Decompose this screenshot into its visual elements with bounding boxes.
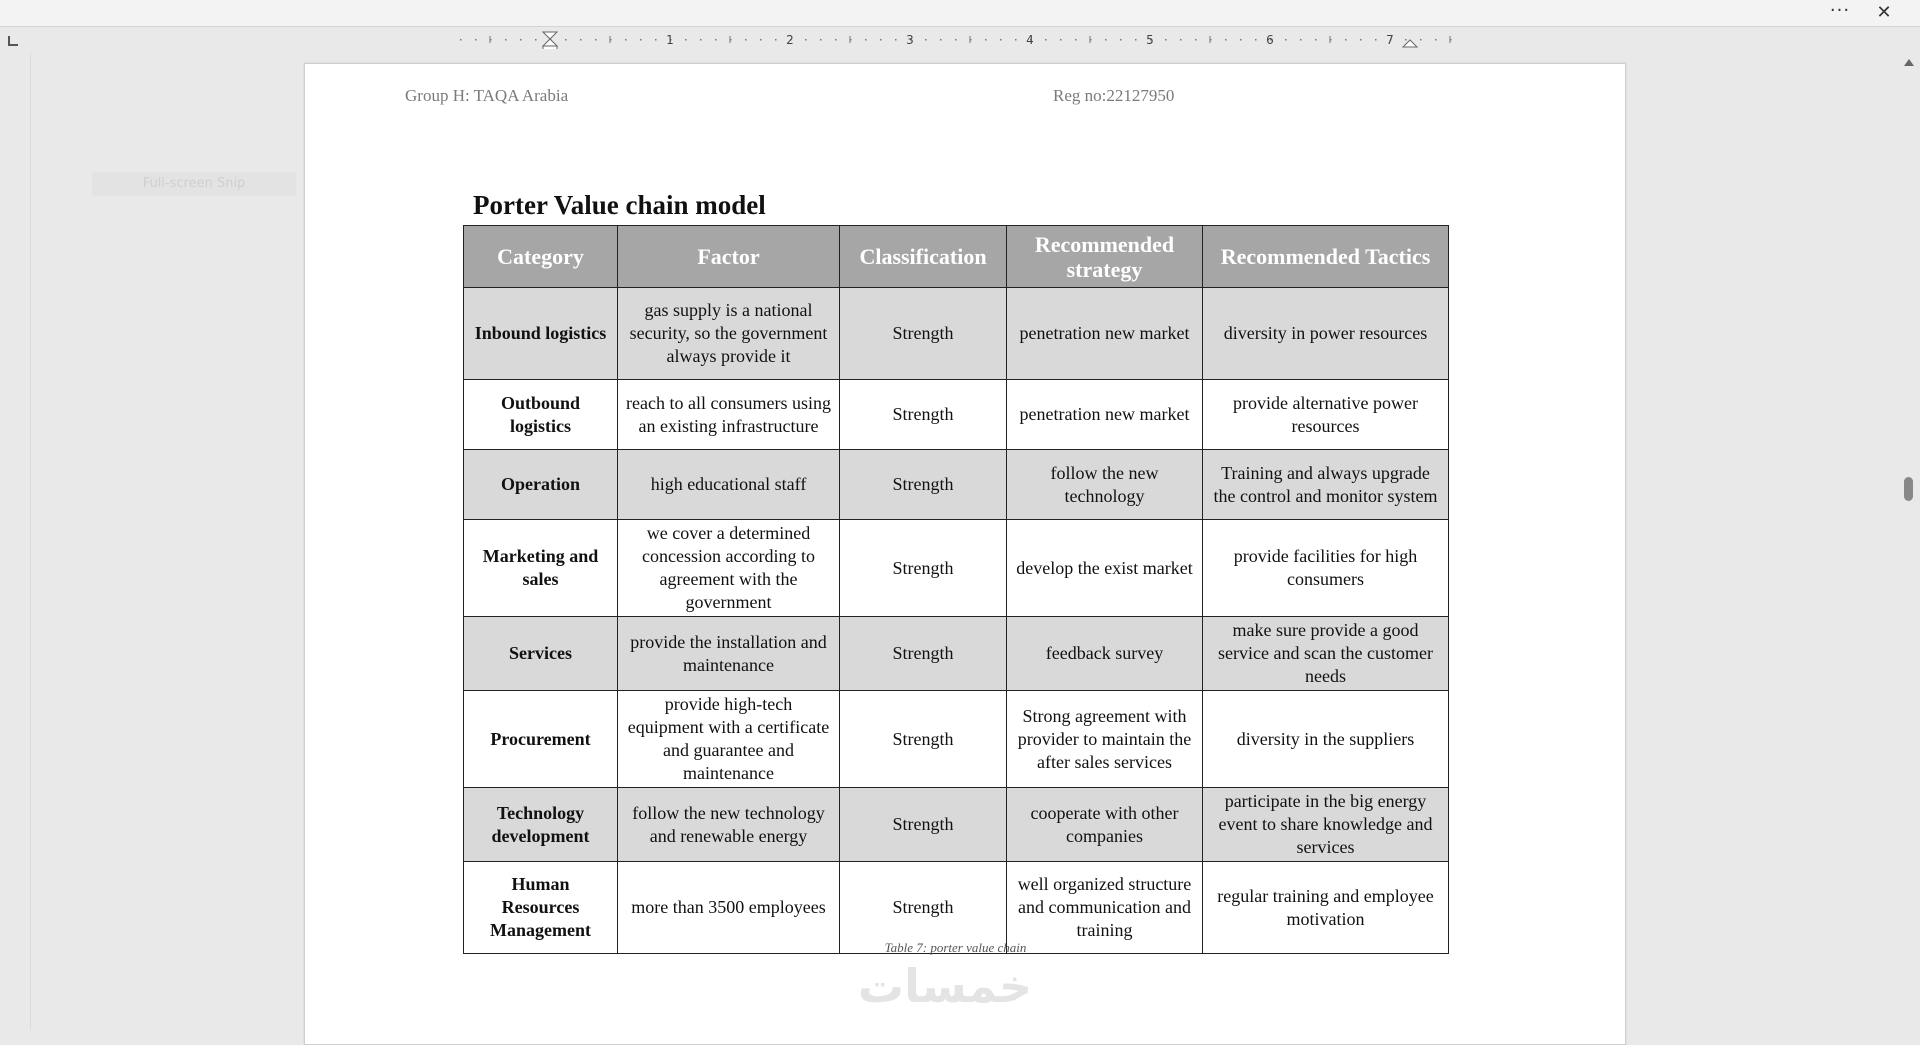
ruler-dot xyxy=(715,39,717,41)
ruler-dot xyxy=(535,39,537,41)
header-classification: Classification xyxy=(840,226,1007,288)
ruler-dot xyxy=(1105,39,1107,41)
watermark-text: خمسات xyxy=(857,959,1033,1013)
ruler-dot xyxy=(1300,39,1302,41)
cell-factor: provide the installation and maintenance xyxy=(618,617,840,691)
snip-overlay-label: Full-screen Snip xyxy=(92,172,296,196)
cell-tactics: provide facilities for high consumers xyxy=(1203,520,1449,617)
cell-classification: Strength xyxy=(840,288,1007,380)
document-page[interactable] xyxy=(304,63,1626,1045)
cell-category: Inbound logistics xyxy=(464,288,618,380)
ruler-number: 2 xyxy=(786,33,794,47)
ruler-dot xyxy=(565,39,567,41)
ruler-tick-group xyxy=(460,36,1452,43)
header-reg-number: Reg no:22127950 xyxy=(1053,86,1175,105)
ruler-dot xyxy=(1360,39,1362,41)
cell-strategy: follow the new technology xyxy=(1007,450,1203,520)
ruler-dot xyxy=(505,39,507,41)
cell-factor: more than 3500 employees xyxy=(618,862,840,954)
title-bar xyxy=(0,0,1920,27)
ruler-dot xyxy=(1345,39,1347,41)
ruler-dot xyxy=(520,39,522,41)
ruler-dot xyxy=(955,39,957,41)
cell-factor: gas supply is a national security, so the government always provide it xyxy=(618,288,840,380)
close-icon[interactable]: ✕ xyxy=(1876,2,1892,23)
cell-classification: Strength xyxy=(840,691,1007,788)
more-options-icon[interactable]: ··· xyxy=(1829,0,1851,21)
cell-factor: reach to all consumers using an existing infrastructure xyxy=(618,380,840,450)
ruler-dot xyxy=(775,39,777,41)
cell-classification: Strength xyxy=(840,862,1007,954)
table-row xyxy=(464,788,1449,862)
ruler-dot xyxy=(1195,39,1197,41)
vertical-scrollbar[interactable] xyxy=(1898,53,1920,1029)
ruler-dot xyxy=(925,39,927,41)
ruler-dot xyxy=(1405,39,1407,41)
scrollbar-thumb[interactable] xyxy=(1904,477,1913,501)
ruler-dot xyxy=(1165,39,1167,41)
left-gutter xyxy=(0,53,31,1029)
left-indent-marker-icon[interactable] xyxy=(543,32,557,49)
cell-category: Marketing and sales xyxy=(464,520,618,617)
cell-classification: Strength xyxy=(840,450,1007,520)
value-chain-table[interactable] xyxy=(463,225,1449,954)
header-category: Category xyxy=(464,226,618,288)
cell-strategy: feedback survey xyxy=(1007,617,1203,691)
ruler-dot xyxy=(835,39,837,41)
table-caption: Table 7: porter value chain xyxy=(884,940,1027,955)
ruler-dot xyxy=(580,39,582,41)
page-title: Porter Value chain model xyxy=(473,190,766,220)
ruler-dot xyxy=(475,39,477,41)
ruler-dot xyxy=(700,39,702,41)
table-row xyxy=(464,450,1449,520)
ruler-dot xyxy=(1375,39,1377,41)
ruler-dot xyxy=(1435,39,1437,41)
ruler-dot xyxy=(685,39,687,41)
table-row xyxy=(464,520,1449,617)
ruler-dot xyxy=(745,39,747,41)
ruler-dot xyxy=(1240,39,1242,41)
ruler-dot xyxy=(880,39,882,41)
cell-classification: Strength xyxy=(840,520,1007,617)
cell-factor: we cover a determined concession according to agreement with the government xyxy=(618,520,840,617)
scroll-up-icon[interactable] xyxy=(1904,59,1914,66)
cell-factor: provide high-tech equipment with a certificate and guarantee and maintenance xyxy=(618,691,840,788)
ruler-dot xyxy=(1315,39,1317,41)
ruler-dot xyxy=(1015,39,1017,41)
cell-tactics: Training and always upgrade the control and monitor system xyxy=(1203,450,1449,520)
ruler-dot xyxy=(985,39,987,41)
ruler-dot xyxy=(1075,39,1077,41)
ruler-dot xyxy=(895,39,897,41)
cell-strategy: penetration new market xyxy=(1007,288,1203,380)
ruler-dot xyxy=(1120,39,1122,41)
ruler-bar xyxy=(0,27,1920,53)
header-group-name: Group H: TAQA Arabia xyxy=(405,86,569,105)
table-row xyxy=(464,691,1449,788)
table-row xyxy=(464,617,1449,691)
cell-strategy: penetration new market xyxy=(1007,380,1203,450)
ruler-dot xyxy=(940,39,942,41)
cell-factor: follow the new technology and renewable energy xyxy=(618,788,840,862)
cell-factor: high educational staff xyxy=(618,450,840,520)
cell-category: Technology development xyxy=(464,788,618,862)
cell-category: Procurement xyxy=(464,691,618,788)
tab-stop-selector-icon[interactable] xyxy=(8,36,18,46)
watermark-logo xyxy=(845,956,1045,1016)
cell-classification: Strength xyxy=(840,380,1007,450)
ruler-dot xyxy=(1255,39,1257,41)
table-header-row xyxy=(464,226,1449,288)
ruler-dot xyxy=(655,39,657,41)
ruler-number: 7 xyxy=(1386,33,1394,47)
ruler-number: 5 xyxy=(1146,33,1154,47)
cell-classification: Strength xyxy=(840,617,1007,691)
cell-strategy: well organized structure and communication and training xyxy=(1007,862,1203,954)
header-tactics: Recommended Tactics xyxy=(1203,226,1449,288)
cell-tactics: provide alternative power resources xyxy=(1203,380,1449,450)
horizontal-ruler[interactable] xyxy=(452,31,1472,49)
right-indent-marker-icon[interactable] xyxy=(1403,40,1417,47)
ruler-number: 1 xyxy=(666,33,674,47)
ruler-dot xyxy=(1045,39,1047,41)
cell-strategy: develop the exist market xyxy=(1007,520,1203,617)
ruler-dot xyxy=(1180,39,1182,41)
ruler-dot xyxy=(595,39,597,41)
ruler-dot xyxy=(640,39,642,41)
cell-tactics: diversity in the suppliers xyxy=(1203,691,1449,788)
ruler-dot xyxy=(625,39,627,41)
cell-tactics: regular training and employee motivation xyxy=(1203,862,1449,954)
cell-strategy: cooperate with other companies xyxy=(1007,788,1203,862)
cell-category: Services xyxy=(464,617,618,691)
cell-classification: Strength xyxy=(840,788,1007,862)
ruler-dot xyxy=(865,39,867,41)
cell-tactics: participate in the big energy event to share knowledge and services xyxy=(1203,788,1449,862)
header-strategy: Recommended strategy xyxy=(1007,226,1203,288)
cell-category: Operation xyxy=(464,450,618,520)
table-row xyxy=(464,288,1449,380)
cell-category: Human Resources Management xyxy=(464,862,618,954)
ruler-dot xyxy=(760,39,762,41)
ruler-number: 4 xyxy=(1026,33,1034,47)
ruler-dot xyxy=(1000,39,1002,41)
ruler-dot xyxy=(1135,39,1137,41)
header-factor: Factor xyxy=(618,226,840,288)
ruler-number: 6 xyxy=(1266,33,1274,47)
ruler-dot xyxy=(1285,39,1287,41)
ruler-dot xyxy=(805,39,807,41)
ruler-dot xyxy=(1420,39,1422,41)
cell-category: Outbound logistics xyxy=(464,380,618,450)
cell-tactics: diversity in power resources xyxy=(1203,288,1449,380)
ruler-graphic xyxy=(452,31,1472,49)
ruler-dot xyxy=(460,39,462,41)
cell-strategy: Strong agreement with provider to maintain the after sales services xyxy=(1007,691,1203,788)
ruler-dot xyxy=(1060,39,1062,41)
table-row xyxy=(464,380,1449,450)
ruler-dot xyxy=(820,39,822,41)
ruler-dot xyxy=(1225,39,1227,41)
ruler-number: 3 xyxy=(906,33,914,47)
cell-tactics: make sure provide a good service and scan the customer needs xyxy=(1203,617,1449,691)
